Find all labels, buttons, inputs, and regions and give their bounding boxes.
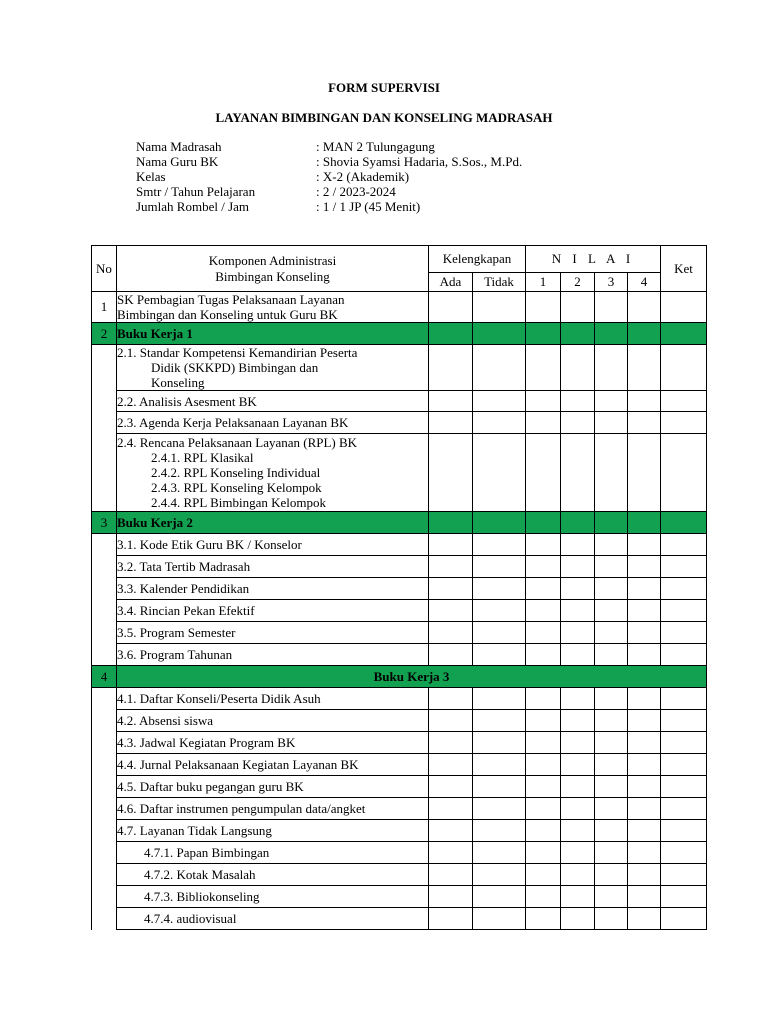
table-row — [92, 688, 707, 710]
cell-nilai-1[interactable] — [526, 345, 561, 391]
row-label: 4.7.4. audiovisual — [117, 908, 429, 930]
cell-ket[interactable] — [661, 391, 707, 412]
cell-ket[interactable] — [661, 434, 707, 512]
cell-nilai-3[interactable] — [595, 434, 628, 512]
cell-tidak[interactable] — [473, 754, 526, 776]
table-row — [92, 864, 707, 886]
cell-ket[interactable] — [661, 886, 707, 908]
cell-ada[interactable] — [429, 292, 473, 323]
row-label: 4.2. Absensi siswa — [117, 710, 429, 732]
table-row — [92, 412, 707, 434]
header-component — [117, 246, 429, 292]
row-label-line: 2.4.4. RPL Bimbingan Kelompok — [151, 495, 327, 510]
table-row — [92, 886, 707, 908]
cell-nilai-2[interactable] — [561, 842, 595, 864]
cell-nilai-1[interactable] — [526, 622, 561, 644]
cell-ada[interactable] — [429, 578, 473, 600]
cell-nilai-4[interactable] — [628, 534, 661, 556]
cell-nilai-1[interactable] — [526, 864, 561, 886]
cell-nilai-2[interactable] — [561, 886, 595, 908]
cell-nilai-3[interactable] — [595, 412, 628, 434]
cell-tidak[interactable] — [473, 732, 526, 754]
cell-tidak[interactable] — [473, 776, 526, 798]
cell-ket[interactable] — [661, 710, 707, 732]
cell-nilai-1[interactable] — [526, 578, 561, 600]
cell-ada[interactable] — [429, 622, 473, 644]
cell-nilai-3[interactable] — [595, 710, 628, 732]
cell-nilai-3[interactable] — [595, 644, 628, 666]
cell-ket[interactable] — [661, 688, 707, 710]
cell-nilai-2[interactable] — [561, 710, 595, 732]
row-number-empty — [92, 556, 117, 578]
header-ket: Ket — [661, 246, 707, 292]
row-number-empty — [92, 688, 117, 710]
info-label: Nama Madrasah — [136, 139, 222, 154]
cell-nilai-2[interactable] — [561, 754, 595, 776]
row-label: 4.7. Layanan Tidak Langsung — [117, 820, 429, 842]
row-label: 3.1. Kode Etik Guru BK / Konselor — [117, 534, 429, 556]
table-row — [92, 622, 707, 644]
cell-nilai-2[interactable] — [561, 622, 595, 644]
info-label: Smtr / Tahun Pelajaran — [136, 184, 256, 199]
cell-nilai-3[interactable] — [595, 754, 628, 776]
row-label: 4.1. Daftar Konseli/Peserta Didik Asuh — [117, 688, 429, 710]
cell-tidak[interactable] — [473, 644, 526, 666]
cell-tidak[interactable] — [473, 600, 526, 622]
row-label — [117, 292, 429, 323]
cell-ket[interactable] — [661, 842, 707, 864]
cell-ada[interactable] — [429, 886, 473, 908]
cell-ada[interactable] — [429, 908, 473, 930]
cell-nilai-4[interactable] — [628, 820, 661, 842]
cell-tidak[interactable] — [473, 908, 526, 930]
row-number: 1 — [92, 292, 117, 323]
header-component-line: Komponen Administrasi — [208, 252, 337, 268]
table-row — [92, 556, 707, 578]
row-label-line: Konseling — [151, 375, 205, 390]
cell-nilai-3[interactable] — [595, 842, 628, 864]
header-nilai-4: 4 — [628, 273, 661, 292]
header-component-line: Bimbingan Konseling — [215, 268, 330, 284]
section-number: 3 — [92, 512, 117, 534]
cell-nilai-4[interactable] — [628, 798, 661, 820]
table-row — [92, 600, 707, 622]
row-number-empty — [92, 391, 117, 412]
row-label: 3.2. Tata Tertib Madrasah — [117, 556, 429, 578]
row-label: 4.7.2. Kotak Masalah — [117, 864, 429, 886]
supervision-table — [91, 245, 707, 930]
cell-nilai-1[interactable] — [526, 776, 561, 798]
cell-nilai-2[interactable] — [561, 864, 595, 886]
row-number-empty — [92, 345, 117, 391]
cell-nilai-2[interactable] — [561, 776, 595, 798]
row-label: 4.7.3. Bibliokonseling — [117, 886, 429, 908]
row-number-empty — [92, 644, 117, 666]
cell-tidak[interactable] — [473, 578, 526, 600]
cell-nilai-2[interactable] — [561, 798, 595, 820]
section-row — [92, 512, 707, 534]
info-value: : MAN 2 Tulungagung — [316, 139, 435, 154]
row-label-line: Didik (SKKPD) Bimbingan dan — [151, 360, 319, 375]
cell-nilai-1[interactable] — [526, 820, 561, 842]
cell-ada[interactable] — [429, 776, 473, 798]
cell-nilai-1[interactable] — [526, 908, 561, 930]
cell-nilai-2[interactable] — [561, 556, 595, 578]
cell-nilai-4[interactable] — [628, 732, 661, 754]
cell-nilai-2[interactable] — [561, 600, 595, 622]
cell-ket[interactable] — [661, 600, 707, 622]
row-number-empty — [92, 798, 117, 820]
cell-nilai-4[interactable] — [628, 688, 661, 710]
row-number-empty — [92, 710, 117, 732]
cell-ket[interactable] — [661, 864, 707, 886]
cell-tidak[interactable] — [473, 798, 526, 820]
cell-nilai-1[interactable] — [526, 644, 561, 666]
row-label: 3.4. Rincian Pekan Efektif — [117, 600, 429, 622]
cell-nilai-4[interactable] — [628, 710, 661, 732]
cell-ket[interactable] — [661, 345, 707, 391]
cell-ada[interactable] — [429, 842, 473, 864]
section-label: Buku Kerja 3 — [117, 666, 707, 688]
cell-ket[interactable] — [661, 556, 707, 578]
table-row — [92, 391, 707, 412]
info-value: : X-2 (Akademik) — [316, 169, 410, 184]
cell-ket[interactable] — [661, 644, 707, 666]
row-number-empty — [92, 864, 117, 886]
info-row-rombel — [136, 199, 522, 214]
cell-tidak[interactable] — [473, 412, 526, 434]
row-label: 4.4. Jurnal Pelaksanaan Kegiatan Layanan BK — [117, 754, 429, 776]
cell-nilai-4[interactable] — [628, 556, 661, 578]
table-row — [92, 434, 707, 512]
row-number-empty — [92, 622, 117, 644]
row-label: 4.7.1. Papan Bimbingan — [117, 842, 429, 864]
cell-ket[interactable] — [661, 412, 707, 434]
cell-nilai-4[interactable] — [628, 578, 661, 600]
cell-nilai-2[interactable] — [561, 908, 595, 930]
cell-nilai-3[interactable] — [595, 534, 628, 556]
row-label: 4.5. Daftar buku pegangan guru BK — [117, 776, 429, 798]
table-row — [92, 842, 707, 864]
header-no: No — [92, 246, 117, 292]
cell-ada[interactable] — [429, 391, 473, 412]
cell-nilai-4[interactable] — [628, 644, 661, 666]
table-row — [92, 732, 707, 754]
cell-ada[interactable] — [429, 556, 473, 578]
info-value: : 1 / 1 JP (45 Menit) — [316, 199, 421, 214]
table-row — [92, 578, 707, 600]
row-number-empty — [92, 732, 117, 754]
cell-nilai-1[interactable] — [526, 798, 561, 820]
header-nilai: N I L A I — [526, 246, 661, 273]
cell-tidak[interactable] — [473, 556, 526, 578]
table-row — [92, 292, 707, 323]
cell-tidak[interactable] — [473, 434, 526, 512]
cell-nilai-3[interactable] — [595, 886, 628, 908]
row-label-line: 2.4. Rencana Pelaksanaan Layanan (RPL) BK — [117, 435, 358, 450]
section-number: 4 — [92, 666, 117, 688]
cell-nilai-2[interactable] — [561, 820, 595, 842]
row-label-line: Bimbingan dan Konseling untuk Guru BK — [117, 307, 338, 322]
info-row-guru — [136, 154, 522, 169]
cell-ada[interactable] — [429, 412, 473, 434]
row-label-line: 2.4.2. RPL Konseling Individual — [151, 465, 321, 480]
cell-ket[interactable] — [661, 622, 707, 644]
header-row — [92, 246, 707, 273]
cell-tidak[interactable] — [473, 534, 526, 556]
table-row — [92, 798, 707, 820]
cell-ket[interactable] — [661, 292, 707, 323]
row-number-empty — [92, 434, 117, 512]
row-label: 2.2. Analisis Asesment BK — [117, 391, 429, 412]
cell-ada[interactable] — [429, 864, 473, 886]
cell-nilai-4[interactable] — [628, 886, 661, 908]
cell-nilai-4[interactable] — [628, 600, 661, 622]
cell-nilai-2[interactable] — [561, 412, 595, 434]
header-nilai-2: 2 — [561, 273, 595, 292]
info-label: Jumlah Rombel / Jam — [136, 199, 250, 214]
cell-nilai-4[interactable] — [628, 776, 661, 798]
cell-ket[interactable] — [661, 534, 707, 556]
header-nilai-1: 1 — [526, 273, 561, 292]
form-title: FORM SUPERVISI — [328, 80, 440, 95]
cell-nilai-1[interactable] — [526, 754, 561, 776]
cell-nilai-1[interactable] — [526, 391, 561, 412]
cell-nilai-3[interactable] — [595, 908, 628, 930]
cell-nilai-3[interactable] — [595, 556, 628, 578]
info-label: Nama Guru BK — [136, 154, 219, 169]
cell-nilai-4[interactable] — [628, 864, 661, 886]
header-ada: Ada — [429, 273, 473, 292]
cell-nilai-4[interactable] — [628, 842, 661, 864]
cell-nilai-4[interactable] — [628, 754, 661, 776]
cell-tidak[interactable] — [473, 886, 526, 908]
row-number-empty — [92, 600, 117, 622]
row-number-empty — [92, 842, 117, 864]
row-label: 4.3. Jadwal Kegiatan Program BK — [117, 732, 429, 754]
cell-nilai-4[interactable] — [628, 345, 661, 391]
cell-tidak[interactable] — [473, 345, 526, 391]
cell-ket[interactable] — [661, 754, 707, 776]
cell-nilai-3[interactable] — [595, 622, 628, 644]
section-label: Buku Kerja 1 — [117, 323, 429, 345]
cell-nilai-2[interactable] — [561, 732, 595, 754]
section-label: Buku Kerja 2 — [117, 512, 429, 534]
cell-tidak[interactable] — [473, 842, 526, 864]
cell-nilai-2[interactable] — [561, 434, 595, 512]
identity-block — [136, 139, 522, 214]
cell-ket[interactable] — [661, 732, 707, 754]
row-label: 2.3. Agenda Kerja Pelaksanaan Layanan BK — [117, 412, 429, 434]
info-value: : Shovia Syamsi Hadaria, S.Sos., M.Pd. — [316, 154, 523, 169]
info-row-kelas — [136, 169, 522, 184]
row-number-empty — [92, 886, 117, 908]
row-label-line: 2.1. Standar Kompetensi Kemandirian Peserta — [117, 345, 358, 360]
cell-nilai-1[interactable] — [526, 556, 561, 578]
cell-ket[interactable] — [661, 798, 707, 820]
cell-nilai-3[interactable] — [595, 732, 628, 754]
info-value: : 2 / 2023-2024 — [316, 184, 396, 199]
section-row — [92, 323, 707, 345]
cell-nilai-1[interactable] — [526, 412, 561, 434]
row-label: 3.5. Program Semester — [117, 622, 429, 644]
cell-ada[interactable] — [429, 534, 473, 556]
cell-ada[interactable] — [429, 710, 473, 732]
row-number-empty — [92, 820, 117, 842]
cell-nilai-1[interactable] — [526, 842, 561, 864]
cell-ada[interactable] — [429, 600, 473, 622]
table-row — [92, 908, 707, 930]
cell-ada[interactable] — [429, 798, 473, 820]
cell-ada[interactable] — [429, 688, 473, 710]
row-number-empty — [92, 908, 117, 930]
cell-nilai-3[interactable] — [595, 292, 628, 323]
row-number-empty — [92, 578, 117, 600]
cell-nilai-3[interactable] — [595, 391, 628, 412]
cell-tidak[interactable] — [473, 391, 526, 412]
table-row — [92, 534, 707, 556]
cell-ket[interactable] — [661, 578, 707, 600]
info-label: Kelas — [136, 169, 166, 184]
info-row-madrasah — [136, 139, 522, 154]
cell-nilai-1[interactable] — [526, 732, 561, 754]
cell-tidak[interactable] — [473, 688, 526, 710]
table-row — [92, 345, 707, 391]
row-label-line: SK Pembagian Tugas Pelaksanaan Layanan — [117, 292, 345, 307]
cell-nilai-1[interactable] — [526, 886, 561, 908]
cell-nilai-4[interactable] — [628, 292, 661, 323]
cell-ada[interactable] — [429, 754, 473, 776]
cell-nilai-4[interactable] — [628, 412, 661, 434]
cell-nilai-3[interactable] — [595, 820, 628, 842]
table-row — [92, 820, 707, 842]
cell-tidak[interactable] — [473, 292, 526, 323]
row-number-empty — [92, 534, 117, 556]
cell-ada[interactable] — [429, 345, 473, 391]
table-row — [92, 710, 707, 732]
row-label — [117, 345, 429, 391]
cell-nilai-2[interactable] — [561, 644, 595, 666]
cell-nilai-3[interactable] — [595, 578, 628, 600]
cell-nilai-3[interactable] — [595, 345, 628, 391]
cell-ada[interactable] — [429, 644, 473, 666]
row-number-empty — [92, 754, 117, 776]
cell-tidak[interactable] — [473, 864, 526, 886]
row-label: 3.6. Program Tahunan — [117, 644, 429, 666]
section-row — [92, 666, 707, 688]
table-row — [92, 644, 707, 666]
row-number-empty — [92, 776, 117, 798]
cell-nilai-4[interactable] — [628, 391, 661, 412]
cell-nilai-3[interactable] — [595, 688, 628, 710]
cell-ket[interactable] — [661, 820, 707, 842]
cell-nilai-1[interactable] — [526, 292, 561, 323]
cell-nilai-3[interactable] — [595, 776, 628, 798]
header-kelengkapan: Kelengkapan — [429, 246, 526, 273]
cell-nilai-1[interactable] — [526, 688, 561, 710]
info-row-semester — [136, 184, 522, 199]
cell-nilai-1[interactable] — [526, 710, 561, 732]
table-row — [92, 776, 707, 798]
cell-nilai-3[interactable] — [595, 864, 628, 886]
cell-nilai-1[interactable] — [526, 434, 561, 512]
cell-nilai-3[interactable] — [595, 798, 628, 820]
cell-nilai-2[interactable] — [561, 292, 595, 323]
row-label-line: 2.4.1. RPL Klasikal — [151, 450, 254, 465]
cell-tidak[interactable] — [473, 820, 526, 842]
cell-nilai-4[interactable] — [628, 908, 661, 930]
header-tidak: Tidak — [473, 273, 526, 292]
table-row — [92, 754, 707, 776]
form-subtitle: LAYANAN BIMBINGAN DAN KONSELING MADRASAH — [215, 110, 553, 125]
row-label — [117, 434, 429, 512]
cell-ket[interactable] — [661, 776, 707, 798]
cell-tidak[interactable] — [473, 710, 526, 732]
cell-ada[interactable] — [429, 732, 473, 754]
row-label: 3.3. Kalender Pendidikan — [117, 578, 429, 600]
row-number-empty — [92, 412, 117, 434]
cell-nilai-4[interactable] — [628, 622, 661, 644]
cell-nilai-2[interactable] — [561, 578, 595, 600]
cell-nilai-3[interactable] — [595, 600, 628, 622]
cell-nilai-2[interactable] — [561, 391, 595, 412]
section-number: 2 — [92, 323, 117, 345]
cell-ada[interactable] — [429, 820, 473, 842]
cell-ada[interactable] — [429, 434, 473, 512]
cell-nilai-1[interactable] — [526, 600, 561, 622]
cell-ket[interactable] — [661, 908, 707, 930]
cell-nilai-4[interactable] — [628, 434, 661, 512]
cell-nilai-2[interactable] — [561, 688, 595, 710]
cell-nilai-2[interactable] — [561, 345, 595, 391]
cell-tidak[interactable] — [473, 622, 526, 644]
cell-nilai-2[interactable] — [561, 534, 595, 556]
row-label-line: 2.4.3. RPL Konseling Kelompok — [151, 480, 322, 495]
header-nilai-3: 3 — [595, 273, 628, 292]
row-label: 4.6. Daftar instrumen pengumpulan data/angket — [117, 798, 429, 820]
cell-nilai-1[interactable] — [526, 534, 561, 556]
